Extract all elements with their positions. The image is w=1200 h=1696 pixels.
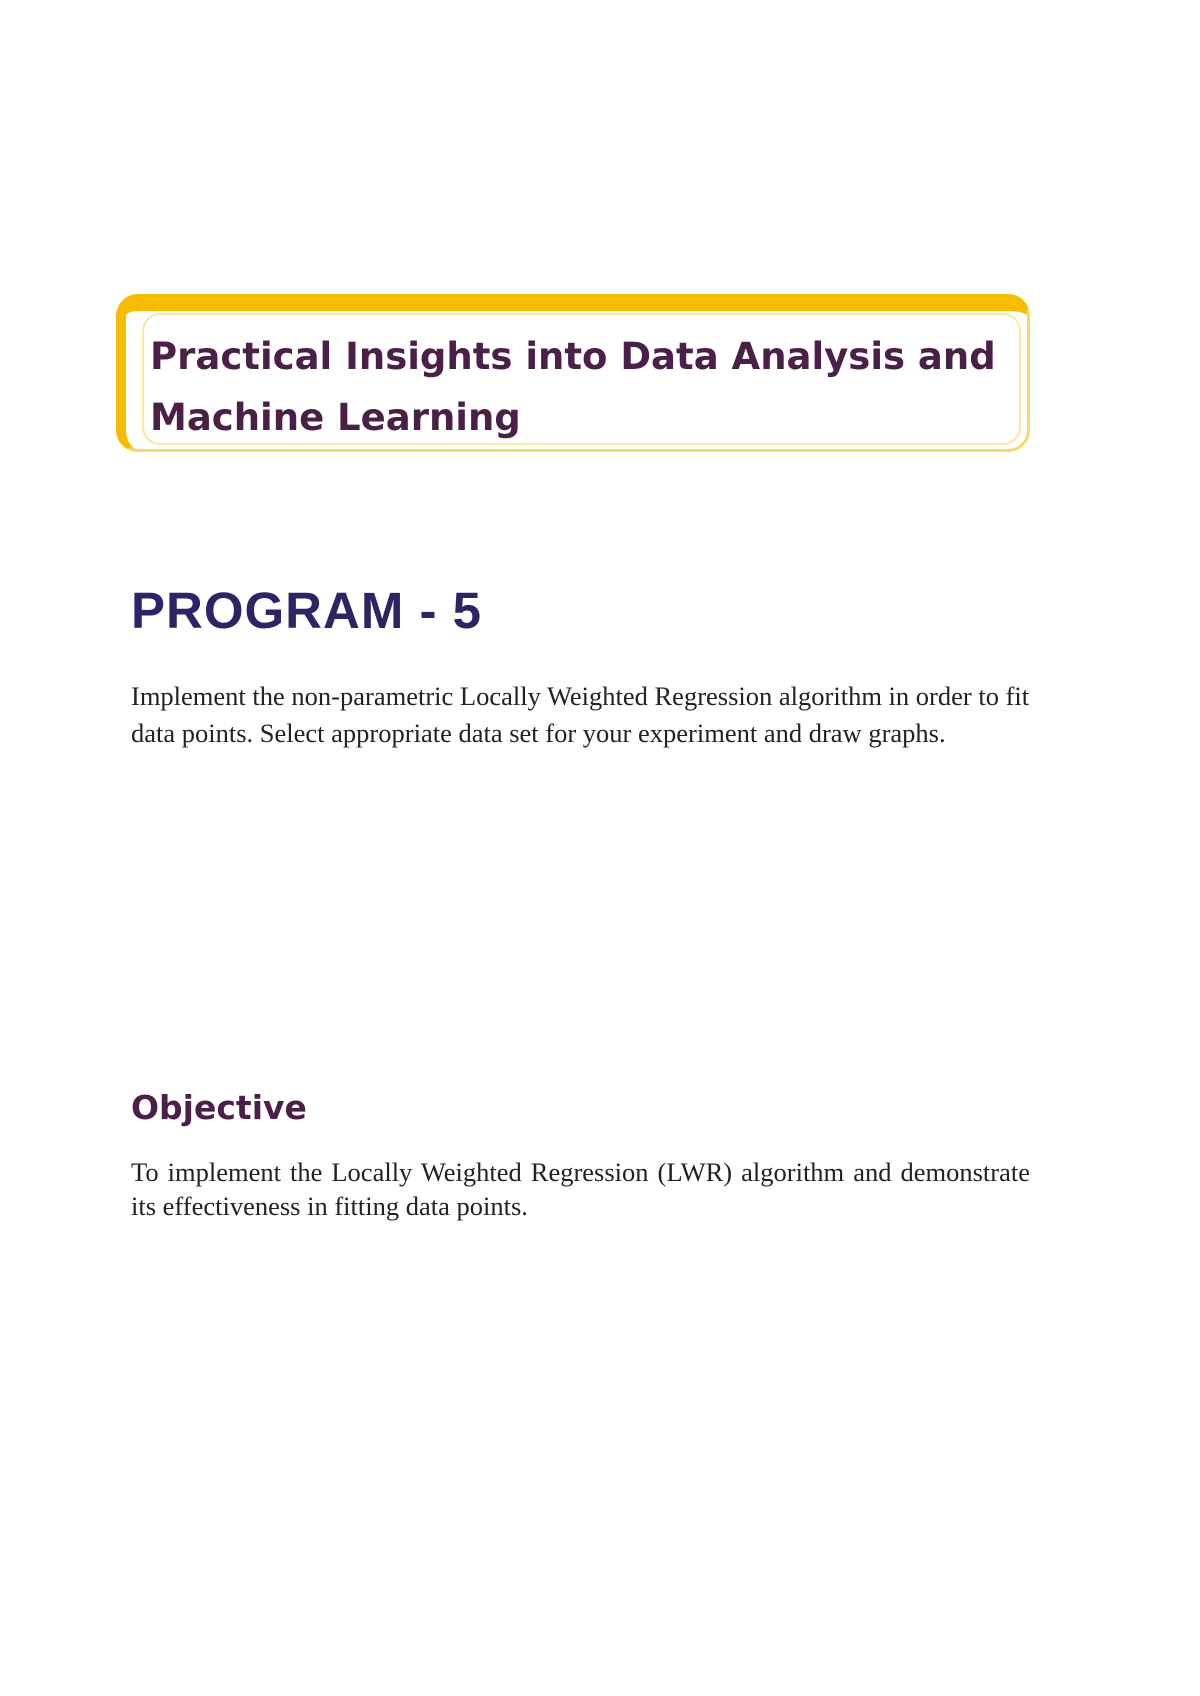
program-description: Implement the non-parametric Locally Weighted Regression algorithm in order to fit data points. Select appropriate data set for your experiment and draw graphs. [131,681,1030,748]
objective-text: To implement the Locally Weighted Regression (LWR) algorithm and demonstrate its effectiveness in fitting data points. [131,1157,1030,1221]
document-title: Practical Insights into Data Analysis and Machine Learning [150,335,996,439]
objective-heading: Objective [131,1088,307,1127]
program-heading: PROGRAM - 5 [131,582,483,639]
